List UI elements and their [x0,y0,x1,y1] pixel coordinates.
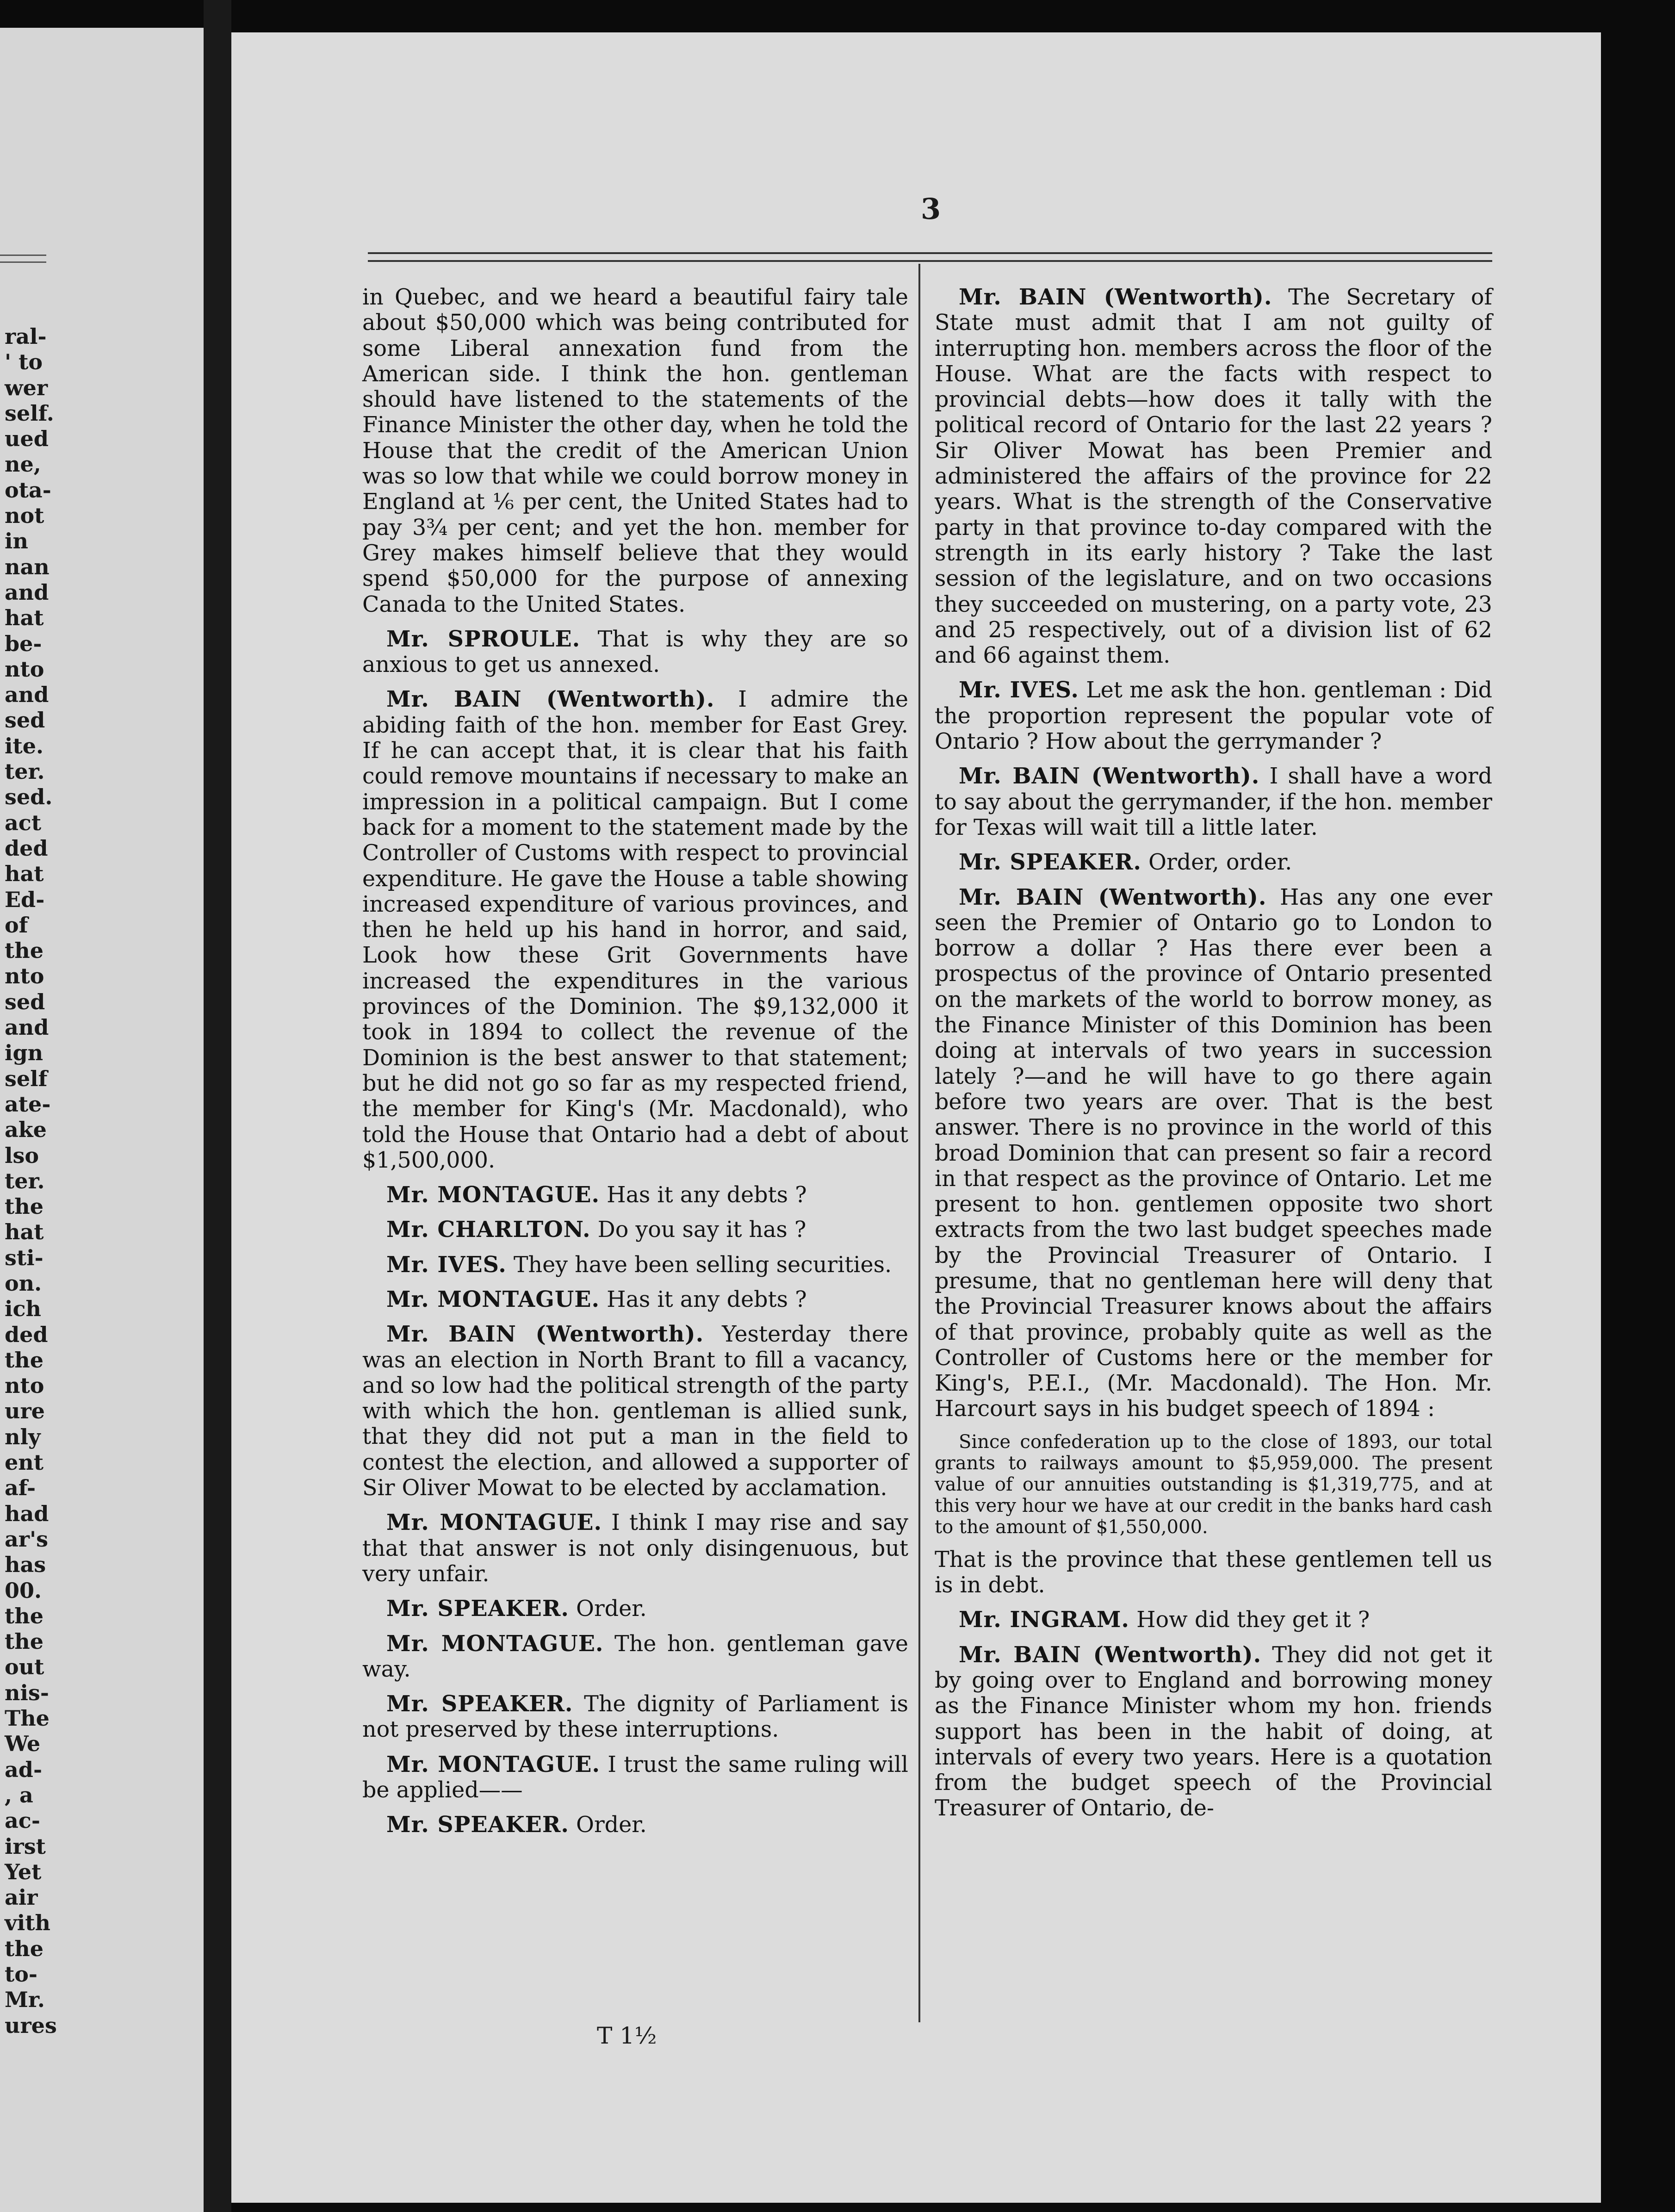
previous-page-fragment: act [5,810,42,835]
previous-page-fragment: nis- [5,1680,49,1705]
speech-paragraph [935,1607,1492,1633]
speech-text: Yesterday there was an election in North Brant to fill a vacancy, and so low had the political strength of the party with which the hon. gentleman is allied sunk, that they did not put a man in the field to contest the election, and allowed a supporter of Sir Oliver Mowat to be elected by acclamation. [362,1322,908,1501]
previous-page-fragment: sed [5,989,45,1014]
speaker-name: Mr. IVES. [959,677,1079,703]
speech-paragraph [362,1691,908,1743]
speaker-name: Mr. MONTAGUE. [386,1510,602,1536]
previous-page-fragment: of [5,912,28,938]
speaker-name: Mr. INGRAM. [959,1607,1129,1633]
previous-page-fragment: sed. [5,784,53,810]
speech-paragraph [935,1642,1492,1821]
previous-page-fragment: ued [5,426,49,452]
speaker-name: Mr. IVES. [386,1251,507,1278]
footer-signature: T 1½ [597,2022,657,2049]
speaker-name: Mr. MONTAGUE. [386,1286,600,1312]
speaker-name: Mr. SPEAKER. [386,1812,569,1838]
previous-page-fragment: nan [5,554,50,579]
speaker-name: Mr. CHARLTON. [386,1217,591,1243]
paragraph-continuation [362,285,908,617]
speaker-name: Mr. SPROULE. [386,626,581,652]
previous-page-fragment: sed [5,708,45,733]
previous-page-fragment: in [5,528,28,554]
previous-page-fragment: ral- [5,324,47,349]
previous-page-fragment: not [5,503,44,528]
speaker-name: Mr. SPEAKER. [959,849,1141,876]
previous-page-fragment: be- [5,631,42,656]
previous-page-fragment: has [5,1552,46,1578]
previous-page-fragment: ad- [5,1757,43,1782]
speaker-name: Mr. MONTAGUE. [386,1751,601,1777]
speech-text: They did not get it by going over to England and borrowing money as the Finance Minister whom my hon. friends support has been in the habit of doing, at intervals of every two years. Here is a quotation from the budget speech of the Provincial Treasurer of Ontario, de- [935,1642,1492,1821]
speech-text: Has any one ever seen the Premier of Ontario go to London to borrow a dollar ? Has there ever been a prospectus of the province of Ontario presented on the markets of the world to borrow money, as the Finance Minister of this Dominion has been doing at intervals of two years in succession lately ?—and he will have to go there again before two years are over. That is the best answer. There is no province in the world of this broad Dominion that can present so fair a record in that respect as the province of Ontario. Let me present to hon. gentlemen opposite two short extracts from the two last budget speeches made by the Provincial Treasurer of Ontario. I presume, that no gentleman here will deny that the Provincial Treasurer knows about the affairs of that province, probably quite as well as the Controller of Customs here or the member for King's, P.E.I., (Mr. Macdonald). The Hon. Mr. Harcourt says in his budget speech of 1894 : [935,884,1492,1422]
speaker-name: Mr. BAIN (Wentworth). [386,686,715,713]
speech-paragraph [935,285,1492,668]
speech-paragraph [362,1322,908,1501]
header-rule-bottom [368,260,1492,262]
speaker-name: Mr. BAIN (Wentworth). [959,284,1272,310]
previous-page-fragment: ne, [5,452,41,477]
previous-page-fragment: We [5,1731,41,1757]
speaker-name: Mr. MONTAGUE. [386,1182,600,1208]
previous-page-fragment: out [5,1654,44,1680]
previous-page-fragment: ded [5,1322,48,1347]
speaker-name: Mr. SPEAKER. [386,1691,573,1717]
page-number: 3 [921,192,941,226]
speech-paragraph [362,1182,908,1208]
previous-page-fragment: self [5,1066,48,1091]
speech-text: Since confederation up to the close of 1893, our total grants to railways amount to $5,959,000. The present value of our annuities outstanding is $1,319,775, and at this very hour we have at our credit in the banks hard cash to the amount of $1,550,000. [935,1431,1492,1538]
speech-text: Order. [576,1596,647,1622]
speaker-name: Mr. SPEAKER. [386,1596,569,1622]
previous-page-fragment: 00. [5,1578,42,1603]
speech-text: The hon. gentleman gave way. [362,1631,909,1682]
speech-text: That is the province that these gentlemen tell us is in debt. [935,1547,1492,1598]
previous-page-fragment: ent [5,1450,43,1475]
previous-page-fragment: hat [5,605,44,631]
speech-paragraph [362,1217,908,1243]
speech-paragraph [362,1252,908,1278]
speaker-name: Mr. BAIN (Wentworth). [959,884,1267,910]
previous-page-fragment: wer [5,375,48,400]
previous-page-fragment: ures [5,2013,57,2038]
previous-page-text-fragments [5,324,57,2038]
previous-page-fragment: Yet [5,1859,42,1884]
speech-text: Do you say it has ? [597,1217,806,1243]
previous-page-fragment: on. [5,1270,42,1296]
previous-page-fragment: and [5,682,49,708]
document-page [231,32,1601,2203]
speaker-name: Mr. BAIN (Wentworth). [959,763,1260,789]
speech-text: Order, order. [1148,850,1292,876]
speech-text: How did they get it ? [1136,1607,1370,1633]
previous-page-fragment: ite. [5,733,44,758]
left-column [362,285,908,1847]
right-column [935,285,1492,1831]
header-rule-top [368,252,1492,254]
previous-page-fragment: ter. [5,759,45,784]
speaker-name: Mr. MONTAGUE. [386,1630,604,1657]
previous-page-fragment: ich [5,1296,41,1322]
speech-paragraph [362,1752,908,1803]
speech-paragraph [362,687,908,1173]
previous-page-fragment: ded [5,835,48,861]
previous-page-fragment: nto [5,963,44,989]
previous-page-fragment: the [5,1347,43,1373]
previous-page-fragment: nto [5,1373,44,1398]
previous-page-fragment: vith [5,1910,50,1936]
speech-paragraph [362,1287,908,1312]
speech-paragraph [362,1510,908,1587]
previous-page-fragment: ign [5,1040,43,1066]
previous-page-fragment: nly [5,1424,41,1449]
previous-page-rule [0,255,46,256]
previous-page-fragment: ar's [5,1526,49,1552]
speech-text: Has it any debts ? [607,1286,807,1312]
quoted-extract [935,1431,1492,1538]
previous-page-edge [0,28,204,2212]
previous-page-fragment: af- [5,1475,36,1501]
speech-text: The Secretary of State must admit that I am not guilty of interrupting hon. members across the floor of the House. What are the facts with respect to provincial debts—how does it tally with the political record of Ontario for the last 22 years ? Sir Oliver Mowat has been Premier and administered the affairs of the province for 22 years. What is the strength of the Conservative party in that province to-day compared with the strength in its early history ? Take the last session of the legislature, and on two occasions they succeeded on mustering, on a party vote, 23 and 25 respectively, out of a division list of 62 and 66 against them. [935,285,1492,669]
previous-page-fragment: ure [5,1398,45,1424]
previous-page-rule [0,261,46,263]
speech-paragraph [935,850,1492,875]
previous-page-fragment: ate- [5,1091,51,1117]
speaker-name: Mr. BAIN (Wentworth). [959,1641,1262,1668]
previous-page-fragment: the [5,1194,43,1219]
speech-text: I trust the same ruling will be applied—— [362,1752,908,1803]
speech-paragraph [935,885,1492,1422]
speech-paragraph [362,627,908,678]
book-gutter [204,0,231,2212]
speech-text: in Quebec, and we heard a beautiful fairy tale about $50,000 which was being contributed for some Liberal annexation fund from the American side. I think the hon. gentleman should have listened to the statements of the Finance Minister the other day, when he told the House that the credit of the American Union was so low that while we could borrow money in England at ⅙ per cent, the United States had to pay 3¾ per cent; and yet the hon. member for Grey makes himself believe that they would spend $50,000 for the purpose of annexing Canada to the United States. [362,285,908,617]
speech-paragraph [362,1812,908,1838]
previous-page-fragment: sti- [5,1245,43,1270]
column-divider [918,264,920,2022]
previous-page-fragment: Ed- [5,887,45,912]
speech-text: I admire the abiding faith of the hon. member for East Grey. If he can accept that, it is clear that his faith could remove mountains if necessary to make an impression in a political campaign. But I come back for a moment to the statement made by the Controller of Customs with respect to provincial expenditure. He gave the House a table showing increased expenditure of various provinces, and then he held up his hand in horror, and said, Look how these Grit Governments have increased the expenditures in the various provinces of the Dominion. The $9,132,000 it took in 1894 to collect the revenue of the Dominion is the best answer to that statement; but he did not go so far as my respected friend, the member for King's (Mr. Macdonald), who told the House that Ontario had a debt of about $1,500,000. [362,687,908,1173]
speech-text: Has it any debts ? [607,1182,807,1208]
previous-page-fragment: the [5,1936,43,1961]
speech-text: That is why they are so anxious to get us annexed. [362,626,908,678]
previous-page-fragment: hat [5,861,44,887]
previous-page-fragment: the [5,1603,43,1628]
previous-page-fragment: hat [5,1219,44,1245]
speech-text: They have been selling securities. [513,1252,892,1278]
previous-page-fragment: lso [5,1143,39,1168]
speech-paragraph [362,1596,908,1622]
speech-paragraph [935,677,1492,754]
speech-paragraph [935,764,1492,840]
previous-page-fragment: ter. [5,1168,45,1193]
previous-page-fragment: ac- [5,1808,40,1833]
speech-text: Let me ask the hon. gentleman : Did the proportion represent the popular vote of Ontario ? How about the gerrymander ? [935,677,1492,755]
previous-page-fragment: ake [5,1117,47,1143]
previous-page-fragment: irst [5,1833,46,1859]
previous-page-fragment: to- [5,1962,38,1987]
previous-page-fragment: had [5,1501,49,1526]
previous-page-fragment: nto [5,656,44,682]
previous-page-fragment: and [5,579,49,605]
speech-text: The dignity of Parliament is not preserved by these interruptions. [362,1691,909,1743]
paragraph-continuation [935,1547,1492,1598]
speech-text: I shall have a word to say about the gerrymander, if the hon. member for Texas will wait till a little later. [935,764,1492,840]
previous-page-fragment: Mr. [5,1987,45,2013]
previous-page-fragment: The [5,1706,50,1731]
previous-page-fragment: the [5,938,43,963]
previous-page-fragment: air [5,1885,38,1910]
speaker-name: Mr. BAIN (Wentworth). [386,1321,704,1348]
speech-text: Order. [576,1812,647,1838]
previous-page-fragment: the [5,1629,43,1654]
previous-page-fragment: and [5,1015,49,1040]
speech-text: I think I may rise and say that that answer is not only disingenuous, but very unfair. [362,1510,908,1587]
previous-page-fragment: ota- [5,477,51,503]
previous-page-fragment: ' to [5,349,43,375]
speech-paragraph [362,1631,908,1683]
previous-page-fragment: , a [5,1782,33,1808]
previous-page-fragment: self. [5,400,54,426]
